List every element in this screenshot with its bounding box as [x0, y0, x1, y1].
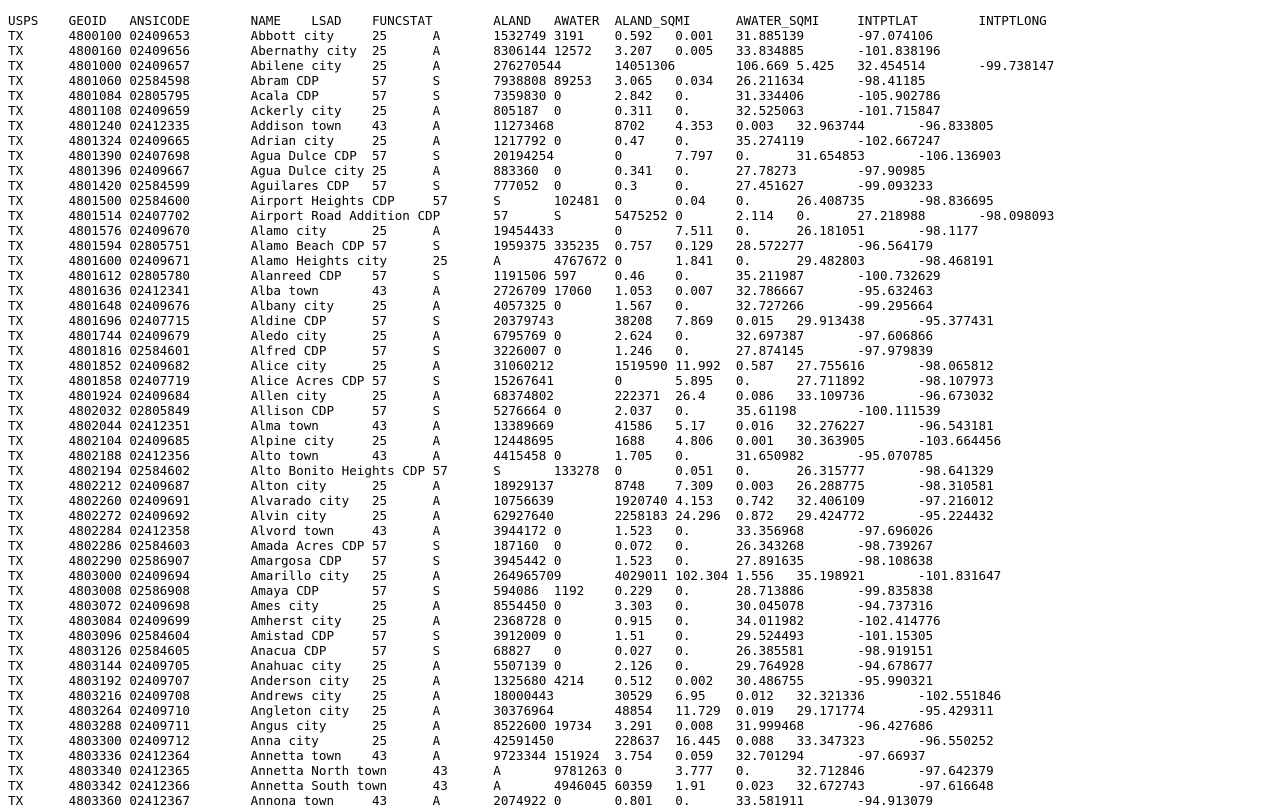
- data-line: TX 4801060 02584598 Abram CDP 57 S 7938808 89253 3.065 0.034 26.211634 -98.41185: [8, 73, 926, 88]
- data-line: TX 4803264 02409710 Angleton city 25 A 30376964 48854 11.729 0.019 29.171774 -95.429311: [8, 703, 994, 718]
- data-line: TX 4802188 02412356 Alto town 43 A 4415458 0 1.705 0. 31.650982 -95.070785: [8, 448, 934, 463]
- data-line: TX 4803008 02586908 Amaya CDP 57 S 594086 1192 0.229 0. 28.713886 -99.835838: [8, 583, 934, 598]
- data-line: TX 4801612 02805780 Alanreed CDP 57 S 1191506 597 0.46 0. 35.211987 -100.732629: [8, 268, 941, 283]
- data-line: TX 4800160 02409656 Abernathy city 25 A 8306144 12572 3.207 0.005 33.834885 -101.838196: [8, 43, 941, 58]
- data-line: TX 4801852 02409682 Alice city 25 A 31060212 1519590 11.992 0.587 27.755616 -98.065812: [8, 358, 994, 373]
- data-line: TX 4802286 02584603 Amada Acres CDP 57 S 187160 0 0.072 0. 26.343268 -98.739267: [8, 538, 934, 553]
- data-line: TX 4802032 02805849 Allison CDP 57 S 5276664 0 2.037 0. 35.61198 -100.111539: [8, 403, 941, 418]
- data-line: TX 4801816 02584601 Alfred CDP 57 S 3226007 0 1.246 0. 27.874145 -97.979839: [8, 343, 934, 358]
- data-line: TX 4802272 02409692 Alvin city 25 A 62927640 2258183 24.296 0.872 29.424772 -95.224432: [8, 508, 994, 523]
- data-line: TX 4801084 02805795 Acala CDP 57 S 7359830 0 2.842 0. 31.334406 -105.902786: [8, 88, 941, 103]
- data-line: TX 4801420 02584599 Aguilares CDP 57 S 777052 0 0.3 0. 27.451627 -99.093233: [8, 178, 934, 193]
- data-line: TX 4801000 02409657 Abilene city 25 A 276270544 14051306 106.669 5.425 32.454514 -99.738147: [8, 58, 1055, 73]
- data-line: TX 4803096 02584604 Amistad CDP 57 S 3912009 0 1.51 0. 29.524493 -101.15305: [8, 628, 934, 643]
- data-line: TX 4803144 02409705 Anahuac city 25 A 5507139 0 2.126 0. 29.764928 -94.678677: [8, 658, 934, 673]
- data-line: TX 4801636 02412341 Alba town 43 A 2726709 17060 1.053 0.007 32.786667 -95.632463: [8, 283, 934, 298]
- data-line: TX 4801648 02409676 Albany city 25 A 4057325 0 1.567 0. 32.727266 -99.295664: [8, 298, 934, 313]
- data-line: TX 4801924 02409684 Allen city 25 A 68374802 222371 26.4 0.086 33.109736 -96.673032: [8, 388, 994, 403]
- data-line: TX 4801858 02407719 Alice Acres CDP 57 S 15267641 0 5.895 0. 27.711892 -98.107973: [8, 373, 994, 388]
- data-line: TX 4803192 02409707 Anderson city 25 A 1325680 4214 0.512 0.002 30.486755 -95.990321: [8, 673, 934, 688]
- data-line: TX 4803288 02409711 Angus city 25 A 8522600 19734 3.291 0.008 31.999468 -96.427686: [8, 718, 934, 733]
- data-line: TX 4803300 02409712 Anna city 25 A 42591450 228637 16.445 0.088 33.347323 -96.550252: [8, 733, 994, 748]
- text-content: [8, 13, 1054, 808]
- data-line: TX 4803072 02409698 Ames city 25 A 8554450 0 3.303 0. 30.045078 -94.737316: [8, 598, 934, 613]
- data-line: TX 4801396 02409667 Agua Dulce city 25 A 883360 0 0.341 0. 27.78273 -97.90985: [8, 163, 926, 178]
- data-line: TX 4803336 02412364 Annetta town 43 A 9723344 151924 3.754 0.059 32.701294 -97.66937: [8, 748, 926, 763]
- data-line: TX 4802284 02412358 Alvord town 43 A 3944172 0 1.523 0. 33.356968 -97.696026: [8, 523, 934, 538]
- data-line: TX 4801240 02412335 Addison town 43 A 11273468 8702 4.353 0.003 32.963744 -96.833805: [8, 118, 994, 133]
- data-line: TX 4803360 02412367 Annona town 43 A 2074922 0 0.801 0. 33.581911 -94.913079: [8, 793, 934, 808]
- data-line: TX 4803216 02409708 Andrews city 25 A 18000443 30529 6.95 0.012 32.321336 -102.551846: [8, 688, 1002, 703]
- data-line: TX 4803000 02409694 Amarillo city 25 A 264965709 4029011 102.304 1.556 35.198921 -101.831647: [8, 568, 1002, 583]
- data-line: TX 4800100 02409653 Abbott city 25 A 1532749 3191 0.592 0.001 31.885139 -97.074106: [8, 28, 934, 43]
- data-line: TX 4802044 02412351 Alma town 43 A 13389669 41586 5.17 0.016 32.276227 -96.543181: [8, 418, 994, 433]
- data-line: TX 4801324 02409665 Adrian city 25 A 1217792 0 0.47 0. 35.274119 -102.667247: [8, 133, 941, 148]
- data-line: TX 4801108 02409659 Ackerly city 25 A 805187 0 0.311 0. 32.525063 -101.715847: [8, 103, 941, 118]
- data-line: TX 4803340 02412365 Annetta North town 43 A 9781263 0 3.777 0. 32.712846 -97.642379: [8, 763, 994, 778]
- data-line: TX 4801576 02409670 Alamo city 25 A 19454433 0 7.511 0. 26.181051 -98.1177: [8, 223, 979, 238]
- data-line: TX 4802194 02584602 Alto Bonito Heights CDP 57 S 133278 0 0.051 0. 26.315777 -98.641329: [8, 463, 994, 478]
- data-line: TX 4802260 02409691 Alvarado city 25 A 10756639 1920740 4.153 0.742 32.406109 -97.216012: [8, 493, 994, 508]
- data-line: TX 4802212 02409687 Alton city 25 A 18929137 8748 7.309 0.003 26.288775 -98.310581: [8, 478, 994, 493]
- data-line: TX 4801744 02409679 Aledo city 25 A 6795769 0 2.624 0. 32.697387 -97.606866: [8, 328, 934, 343]
- data-line: TX 4801390 02407698 Agua Dulce CDP 57 S 20194254 0 7.797 0. 31.654853 -106.136903: [8, 148, 1002, 163]
- data-line: TX 4802104 02409685 Alpine city 25 A 12448695 1688 4.806 0.001 30.363905 -103.664456: [8, 433, 1002, 448]
- data-line: TX 4801594 02805751 Alamo Beach CDP 57 S 1959375 335235 0.757 0.129 28.572277 -96.564179: [8, 238, 934, 253]
- data-line: TX 4803126 02584605 Anacua CDP 57 S 68827 0 0.027 0. 26.385581 -98.919151: [8, 643, 934, 658]
- data-line: TX 4802290 02586907 Amargosa CDP 57 S 3945442 0 1.523 0. 27.891635 -98.108638: [8, 553, 934, 568]
- header-line: USPS GEOID ANSICODE NAME LSAD FUNCSTAT ALAND AWATER ALAND_SQMI AWATER_SQMI INTPTLAT INTPTLONG: [8, 13, 1047, 28]
- data-line: TX 4801696 02407715 Aldine CDP 57 S 20379743 38208 7.869 0.015 29.913438 -95.377431: [8, 313, 994, 328]
- data-line: TX 4803342 02412366 Annetta South town 43 A 4946045 60359 1.91 0.023 32.672743 -97.616648: [8, 778, 994, 793]
- data-line: TX 4801514 02407702 Airport Road Addition CDP 57 S 5475252 0 2.114 0. 27.218988 -98.098093: [8, 208, 1055, 223]
- data-line: TX 4801500 02584600 Airport Heights CDP 57 S 102481 0 0.04 0. 26.408735 -98.836695: [8, 193, 994, 208]
- data-line: TX 4803084 02409699 Amherst city 25 A 2368728 0 0.915 0. 34.011982 -102.414776: [8, 613, 941, 628]
- data-line: TX 4801600 02409671 Alamo Heights city 25 A 4767672 0 1.841 0. 29.482803 -98.468191: [8, 253, 994, 268]
